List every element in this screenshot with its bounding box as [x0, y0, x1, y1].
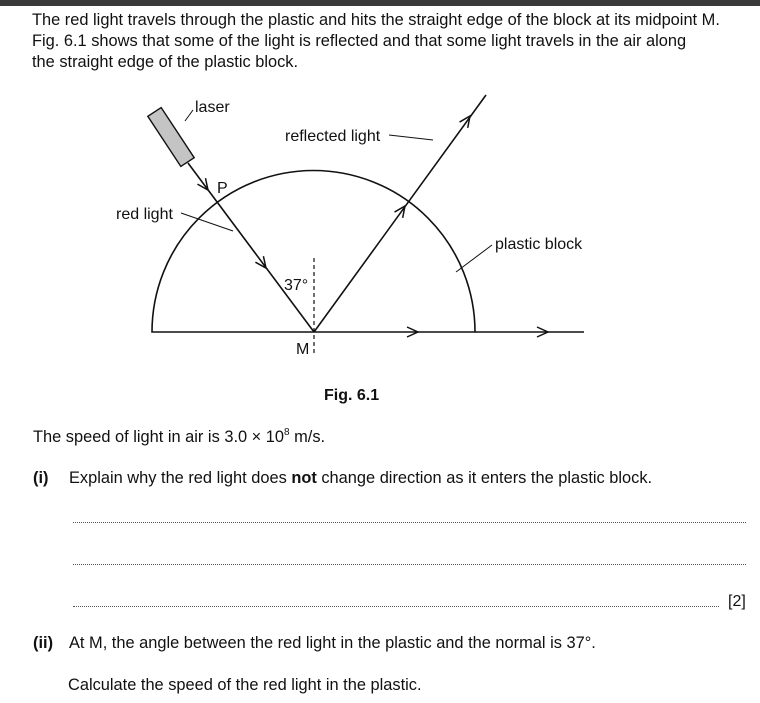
- intro-line-1: The red light travels through the plastic and hits the straight edge of the block at its midpoint M.: [32, 11, 720, 29]
- red-light-label: red light: [116, 206, 173, 223]
- plastic-block-label: plastic block: [495, 236, 583, 253]
- laser-leader: [185, 110, 193, 121]
- question-ii-text: At M, the angle between the red light in the plastic and the normal is 37°.: [69, 634, 596, 652]
- laser-label: laser: [195, 99, 230, 116]
- question-i-text-after: change direction as it enters the plastic block.: [316, 469, 653, 487]
- speed-suffix: m/s.: [294, 428, 326, 446]
- answer-line-2[interactable]: [73, 564, 746, 565]
- answer-line-1[interactable]: [73, 522, 746, 523]
- laser-device: [148, 108, 194, 167]
- incident-ray: [188, 163, 314, 332]
- question-i-number: (i): [33, 469, 49, 487]
- question-i-text: [69, 469, 652, 488]
- speed-prefix: The speed of light in air is 3.0 × 10: [33, 428, 285, 446]
- intro-line-2: Fig. 6.1 shows that some of the light is reflected and that some light travels in the air along: [32, 32, 687, 50]
- question-ii-number: (ii): [33, 634, 54, 652]
- figure-caption: Fig. 6.1: [324, 387, 380, 404]
- point-p-label: P: [217, 180, 228, 197]
- question-i-emphasis: not: [291, 469, 317, 487]
- answer-line-3[interactable]: [73, 606, 719, 607]
- angle-label: 37°: [284, 277, 309, 294]
- plastic-block-leader: [456, 245, 492, 272]
- reflected-leader: [389, 135, 433, 140]
- marks-label: [2]: [728, 593, 746, 610]
- speed-exponent: 8: [284, 427, 290, 438]
- intro-line-3: the straight edge of the plastic block.: [32, 53, 299, 71]
- speed-statement: [33, 427, 325, 447]
- question-i-text-before: Explain why the red light does: [69, 469, 292, 487]
- reflected-light-label: reflected light: [285, 128, 381, 145]
- question-ii-calc: Calculate the speed of the red light in the plastic.: [68, 676, 422, 694]
- point-m-label: M: [296, 341, 310, 358]
